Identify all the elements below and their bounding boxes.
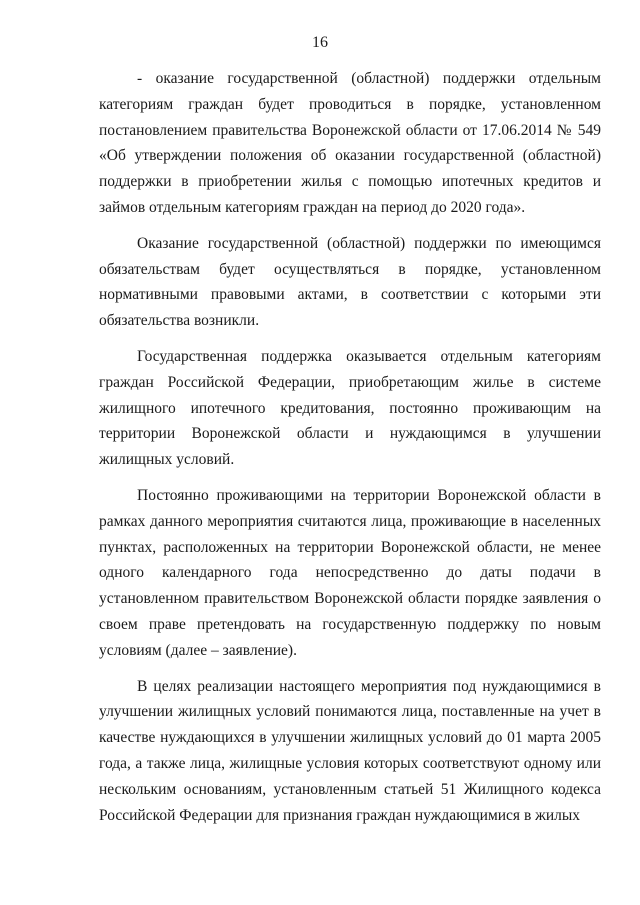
paragraph-eligible-citizens: Государственная поддержка оказывается отдельным категориям граждан Российской Федерации, приобретающим жилье в системе жилищного ипотечного кредитования, постоянно проживающим на территории Воронежской области и нуждающимся в улучшении жилищных условий. xyxy=(99,347,601,469)
paragraph-existing-obligations: Оказание государственной (областной) поддержки по имеющимся обязательствам будет осуществляться в порядке, установленном нормативными правовыми актами, в соответствии с которыми эти обязательства возникли. xyxy=(99,234,601,330)
paragraph-housing-needs: В целях реализации настоящего мероприятия под нуждающимися в улучшении жилищных условий понимаются лица, поставленные на учет в качестве нуждающихся в улучшении жилищных условий до 01 марта 2005 года, а также лица, жилищные условия которых соответствуют одному или нескольким основаниям, установленным статьей 51 Жилищного кодекса Российской Федерации для признания граждан нуждающимися в жилых xyxy=(99,677,601,824)
paragraph-support-procedure: - оказание государственной (областной) поддержки отдельным категориям граждан будет проводиться в порядке, установленном постановлением правительства Воронежской области от 17.06.2014 № 549 «Об утверждении положения об оказании государственной (областной) поддержки в приобретении жилья с помощью ипотечных кредитов и займов отдельным категориям граждан на период до 2020 года». xyxy=(99,70,601,216)
page-number: 16 xyxy=(312,34,328,51)
document-body xyxy=(99,66,601,838)
paragraph-permanent-residents: Постоянно проживающими на территории Воронежской области в рамках данного мероприятия считаются лица, проживающие в населенных пунктах, расположенных на территории Воронежской области, не менее одного календарного года непосредственно до даты подачи в установленном правительством Воронежской области порядке заявления о своем праве претендовать на государственную поддержку по новым условиям (далее – заявление). xyxy=(99,486,601,659)
